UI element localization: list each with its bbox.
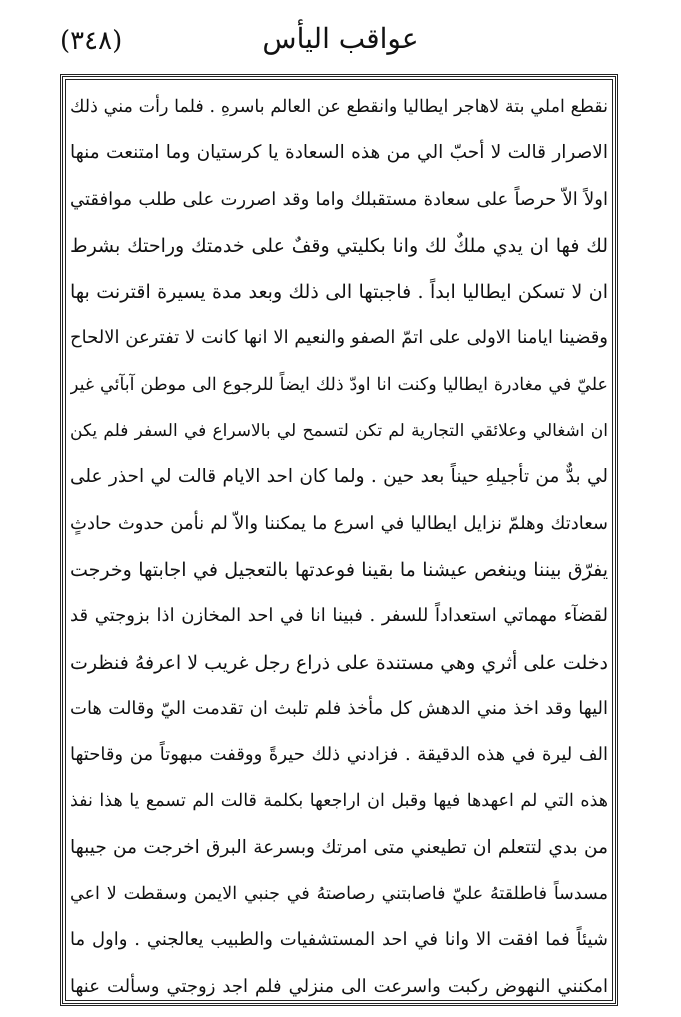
text-line: اليها وقد اخذ مني الدهش كل مأخذ فلم تلبث ان تقدمت اليّ وقالت هات: [70, 697, 608, 719]
text-line: وقضينا ايامنا الاولى على اتمّ الصفو والنعيم الا انها كانت لا تفترعن الالحاح: [70, 327, 608, 349]
text-line: هذه التي لم اعهدها فيها وقبل ان اراجعها بكلمة قالت الم تسمع يا هذا نفذ: [70, 791, 608, 812]
text-line: من بدي لتتعلم ان تطيعني متى امرتك وبسرعة البرق اخرجت من جيبها: [70, 836, 608, 858]
running-title: عواقب اليأس: [262, 22, 419, 55]
text-line: لي بدٌّ من تأجيلهِ حيناً بعد حين . ولما كان احد الايام قالت لي احذر على: [70, 466, 608, 488]
text-line: امكنني النهوض ركبت واسرعت الى منزلي فلم اجد زوجتي وسألت عنها: [70, 975, 608, 997]
text-line: شيئاً فما افقت الا وانا في احد المستشفيات والطبيب يعالجني . واول ما: [70, 929, 608, 951]
text-line: مسدساً فاطلقتهُ عليّ فاصابتني رصاصتهُ في جنبي الايمن وسقطت لا اعي: [70, 884, 608, 905]
page-header: [60, 22, 621, 66]
text-line: لك فها ان يدي ملكٌ لك وانا بكليتي وقفٌ على خدمتك وراحتك بشرط: [70, 234, 608, 257]
page-number: (٣٤٨): [60, 26, 123, 56]
text-line: يفرّق بيننا وينغص عيشنا ما بقينا فوعدتها بالتعجيل في اجابتها وخرجت: [70, 558, 608, 581]
text-line: ان اشغالي وعلائقي التجارية لم تكن لتسمح لي بالاسراع في السفر فلم يكن: [70, 421, 608, 442]
text-line: لقضآء مهماتي استعداداً للسفر . فبينا انا في احد المخازن اذا بزوجتي قد: [70, 605, 608, 627]
text-line: نقطع املي بتة لاهاجر ايطاليا وانقطع عن العالم باسرهِ . فلما رأت مني ذلك: [70, 97, 608, 117]
text-line: ان لا تسكن ايطاليا ابداً . فاجبتها الى ذلك وبعد مدة يسيرة اقترنت بها: [70, 281, 608, 304]
text-line: الف ليرة في هذه الدقيقة . فزادني ذلك حيرةً ووقفت مبهوتاً من وقاحتها: [70, 744, 608, 766]
text-line: عليّ في مغادرة ايطاليا وكنت انا اودّ ذلك ايضاً للرجوع الى موطن آبآئي غير: [70, 374, 608, 395]
body-text: [70, 84, 608, 1010]
text-line: الاصرار قالت لا أحبّ الي من هذه السعادة يا كرستيان وما امتنعت منها: [70, 142, 608, 164]
text-line: سعادتك وهلمّ نزايل ايطاليا في اسرع ما يمكننا والاّ لم نأمن حدوث حادثٍ: [70, 512, 608, 534]
text-line: دخلت على أثري وهي مستندة على ذراع رجل غريب لا اعرفهُ فنظرت: [70, 651, 608, 674]
text-line: اولاً الاّ حرصاً على سعادة مستقبلك واما وقد اصررت على طلب موافقتي: [70, 188, 608, 210]
